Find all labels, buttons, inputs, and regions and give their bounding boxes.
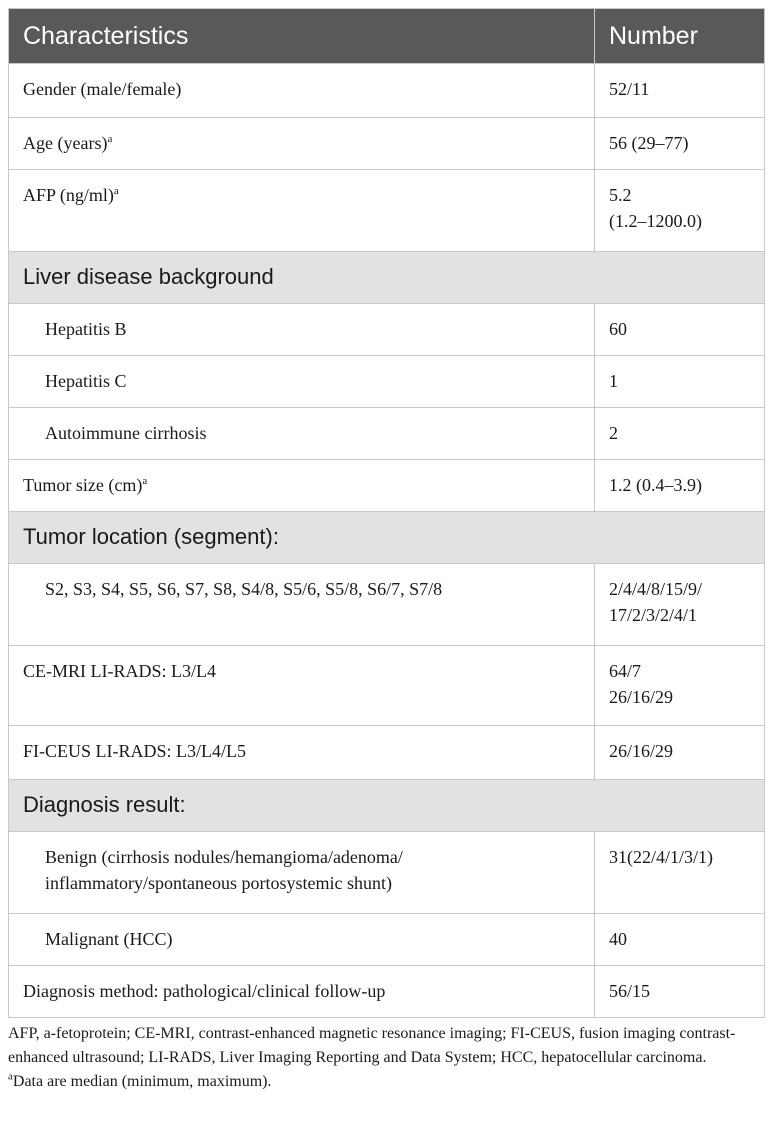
table-row xyxy=(9,832,765,914)
table-footnotes xyxy=(8,1022,764,1094)
section-title: Tumor location (segment): xyxy=(9,512,765,564)
row-label: Autoimmune cirrhosis xyxy=(9,408,595,460)
row-value: 2/4/4/8/15/9/ 17/2/3/2/4/1 xyxy=(595,564,765,646)
section-title: Diagnosis result: xyxy=(9,780,765,832)
median-note: $^a$Data are median (minimum, maximum). xyxy=(8,1070,272,1090)
table-row xyxy=(9,914,765,966)
abbreviations-note: AFP, a-fetoprotein; CE-MRI, contrast-enhanced magnetic resonance imaging; FI-CEUS, fusion imaging contrast-enhanced ultrasound; LI-RADS, Liver Imaging Reporting and Data System; HCC, hepatocellular carcinoma. xyxy=(8,1025,736,1066)
row-value: 60 xyxy=(595,304,765,356)
table-row xyxy=(9,170,765,252)
table-row xyxy=(9,304,765,356)
table-row xyxy=(9,356,765,408)
table-row xyxy=(9,118,765,170)
row-label: Hepatitis C xyxy=(9,356,595,408)
row-value: 56/15 xyxy=(595,966,765,1018)
row-label: Malignant (HCC) xyxy=(9,914,595,966)
row-label: Hepatitis B xyxy=(9,304,595,356)
row-label: AFP $(ng/ml)^a$ xyxy=(9,170,595,252)
row-value: 2 xyxy=(595,408,765,460)
row-value: 64/7 26/16/29 xyxy=(595,646,765,726)
row-value: 1.2 (0.4–3.9) xyxy=(595,460,765,512)
row-label: Diagnosis method: pathological/clinical follow-up xyxy=(9,966,595,1018)
table-row xyxy=(9,408,765,460)
row-value: 31(22/4/1/3/1) xyxy=(595,832,765,914)
table-row xyxy=(9,646,765,726)
row-label: Gender (male/female) xyxy=(9,64,595,118)
section-title: Liver disease background xyxy=(9,252,765,304)
row-value: 52/11 xyxy=(595,64,765,118)
row-label: FI-CEUS LI-RADS: L3/L4/L5 xyxy=(9,726,595,780)
table-row xyxy=(9,564,765,646)
table-row xyxy=(9,64,765,118)
table-row xyxy=(9,966,765,1018)
footnote-marker: a xyxy=(107,133,113,145)
table-row xyxy=(9,460,765,512)
characteristics-table xyxy=(8,8,765,1018)
row-value: 56 (29–77) xyxy=(595,118,765,170)
row-value: 5.2 (1.2–1200.0) xyxy=(595,170,765,252)
table-container xyxy=(8,8,764,1094)
section-row xyxy=(9,780,765,832)
row-label: S2, S3, S4, S5, S6, S7, S8, S4/8, S5/6, S5/8, S6/7, S7/8 xyxy=(9,564,595,646)
row-value: 40 xyxy=(595,914,765,966)
footnote-marker: a xyxy=(142,475,148,487)
table-row xyxy=(9,726,765,780)
footnote-marker: a xyxy=(8,1070,13,1083)
section-row xyxy=(9,252,765,304)
section-row xyxy=(9,512,765,564)
header-row xyxy=(9,9,765,64)
row-label: Age (years)$^a$ xyxy=(9,118,595,170)
header-characteristics: Characteristics xyxy=(9,9,595,64)
row-label: Benign (cirrhosis nodules/hemangioma/adenoma/ inflammatory/spontaneous portosystemic shunt) xyxy=(9,832,595,914)
row-value: 26/16/29 xyxy=(595,726,765,780)
footnote-marker: a xyxy=(113,185,119,197)
row-value: 1 xyxy=(595,356,765,408)
row-label: CE-MRI LI-RADS: L3/L4 xyxy=(9,646,595,726)
header-number: Number xyxy=(595,9,765,64)
row-label: Tumor size (cm)$^a$ xyxy=(9,460,595,512)
